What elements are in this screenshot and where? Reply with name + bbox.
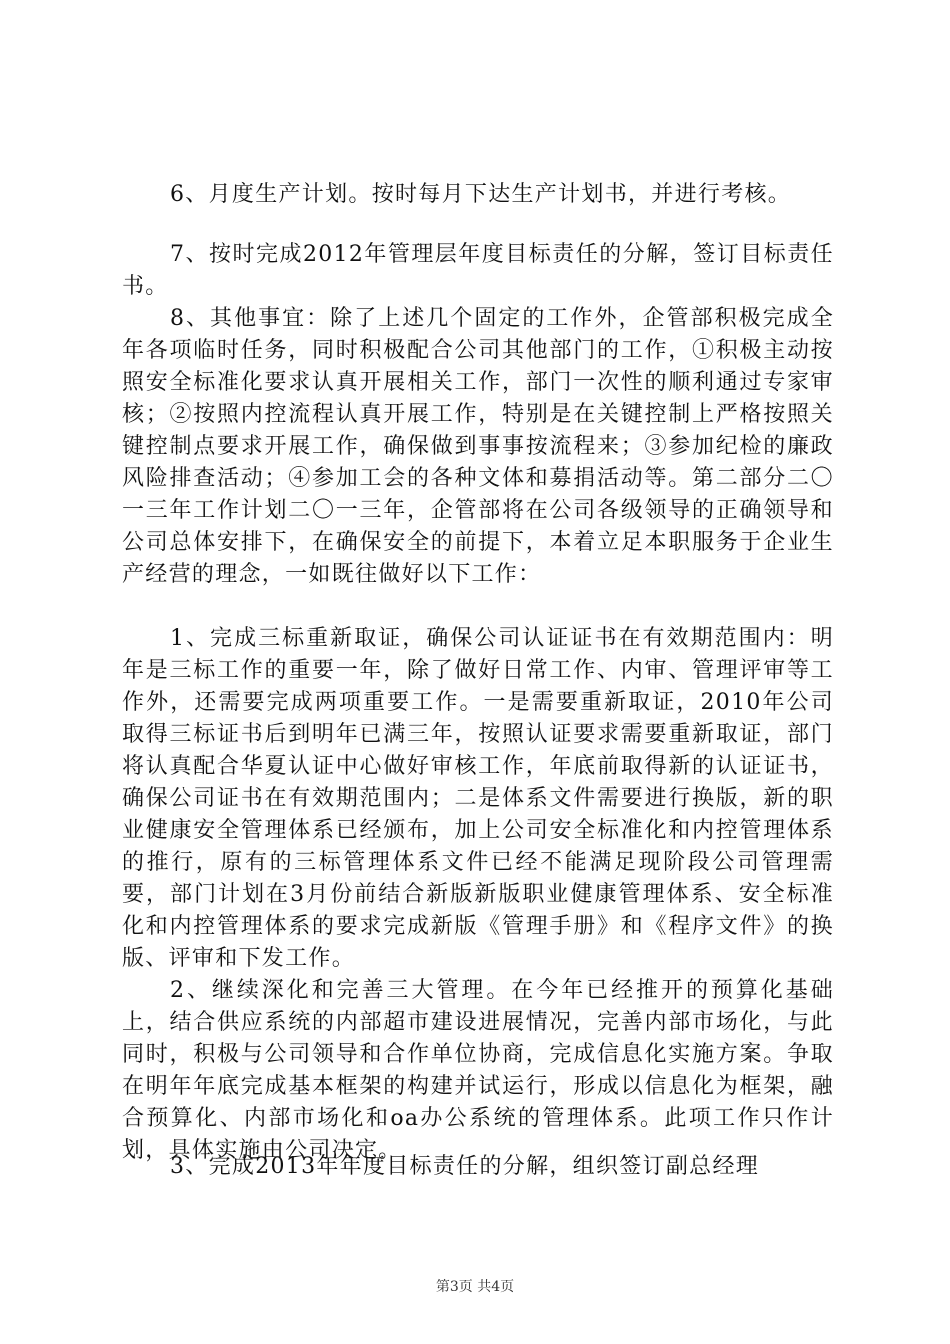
paragraph-item-8: 8、其他事宜：除了上述几个固定的工作外，企管部积极完成全年各项临时任务，同时积极配合公司其他部门的工作，①积极主动按照安全标准化要求认真开展相关工作，部门一次性的顺利通过专家审核；②按照内控流程认真开展工作，特别是在关键控制上严格按照关键控制点要求开展工作，确保做到事事按流程来；③参加纪检的廉政风险排查活动；④参加工会的各种文体和募捐活动等。第二部分二〇一三年工作计划二〇一三年，企管部将在公司各级领导的正确领导和公司总体安排下，在确保安全的前提下，本着立足本职服务于企业生产经营的理念，一如既往做好以下工作： <box>122 306 834 587</box>
page-number-footer: 第3页 共4页 <box>435 1279 515 1295</box>
paragraph-plan-3: 3、完成2013年年度目标责任的分解，组织签订副总经理 <box>170 1154 760 1179</box>
paragraph-item-6: 6、月度生产计划。按时每月下达生产计划书，并进行考核。 <box>170 182 792 207</box>
paragraph-plan-2: 2、继续深化和完善三大管理。在今年已经推开的预算化基础上，结合供应系统的内部超市建设进展情况，完善内部市场化，与此同时，积极与公司领导和合作单位协商，完成信息化实施方案。争取在明年年底完成基本框架的构建并试运行，形成以信息化为框架，融合预算化、内部市场化和oa办公系统的管理体系。此项工作只作计划，具体实施由公司决定。 <box>122 978 834 1163</box>
paragraph-item-7: 7、按时完成2012年管理层年度目标责任的分解，签订目标责任书。 <box>122 242 834 299</box>
paragraph-plan-1: 1、完成三标重新取证，确保公司认证证书在有效期范围内：明年是三标工作的重要一年，除了做好日常工作、内审、管理评审等工作外，还需要完成两项重要工作。一是需要重新取证，2010年公司取得三标证书后到明年已满三年，按照认证要求需要重新取证，部门将认真配合华夏认证中心做好审核工作，年底前取得新的认证证书，确保公司证书在有效期范围内；二是体系文件需要进行换版，新的职业健康安全管理体系已经颁布，加上公司安全标准化和内控管理体系的推行，原有的三标管理体系文件已经不能满足现阶段公司管理需要，部门计划在3月份前结合新版新版职业健康管理体系、安全标准化和内控管理体系的要求完成新版《管理手册》和《程序文件》的换版、评审和下发工作。 <box>122 626 834 971</box>
